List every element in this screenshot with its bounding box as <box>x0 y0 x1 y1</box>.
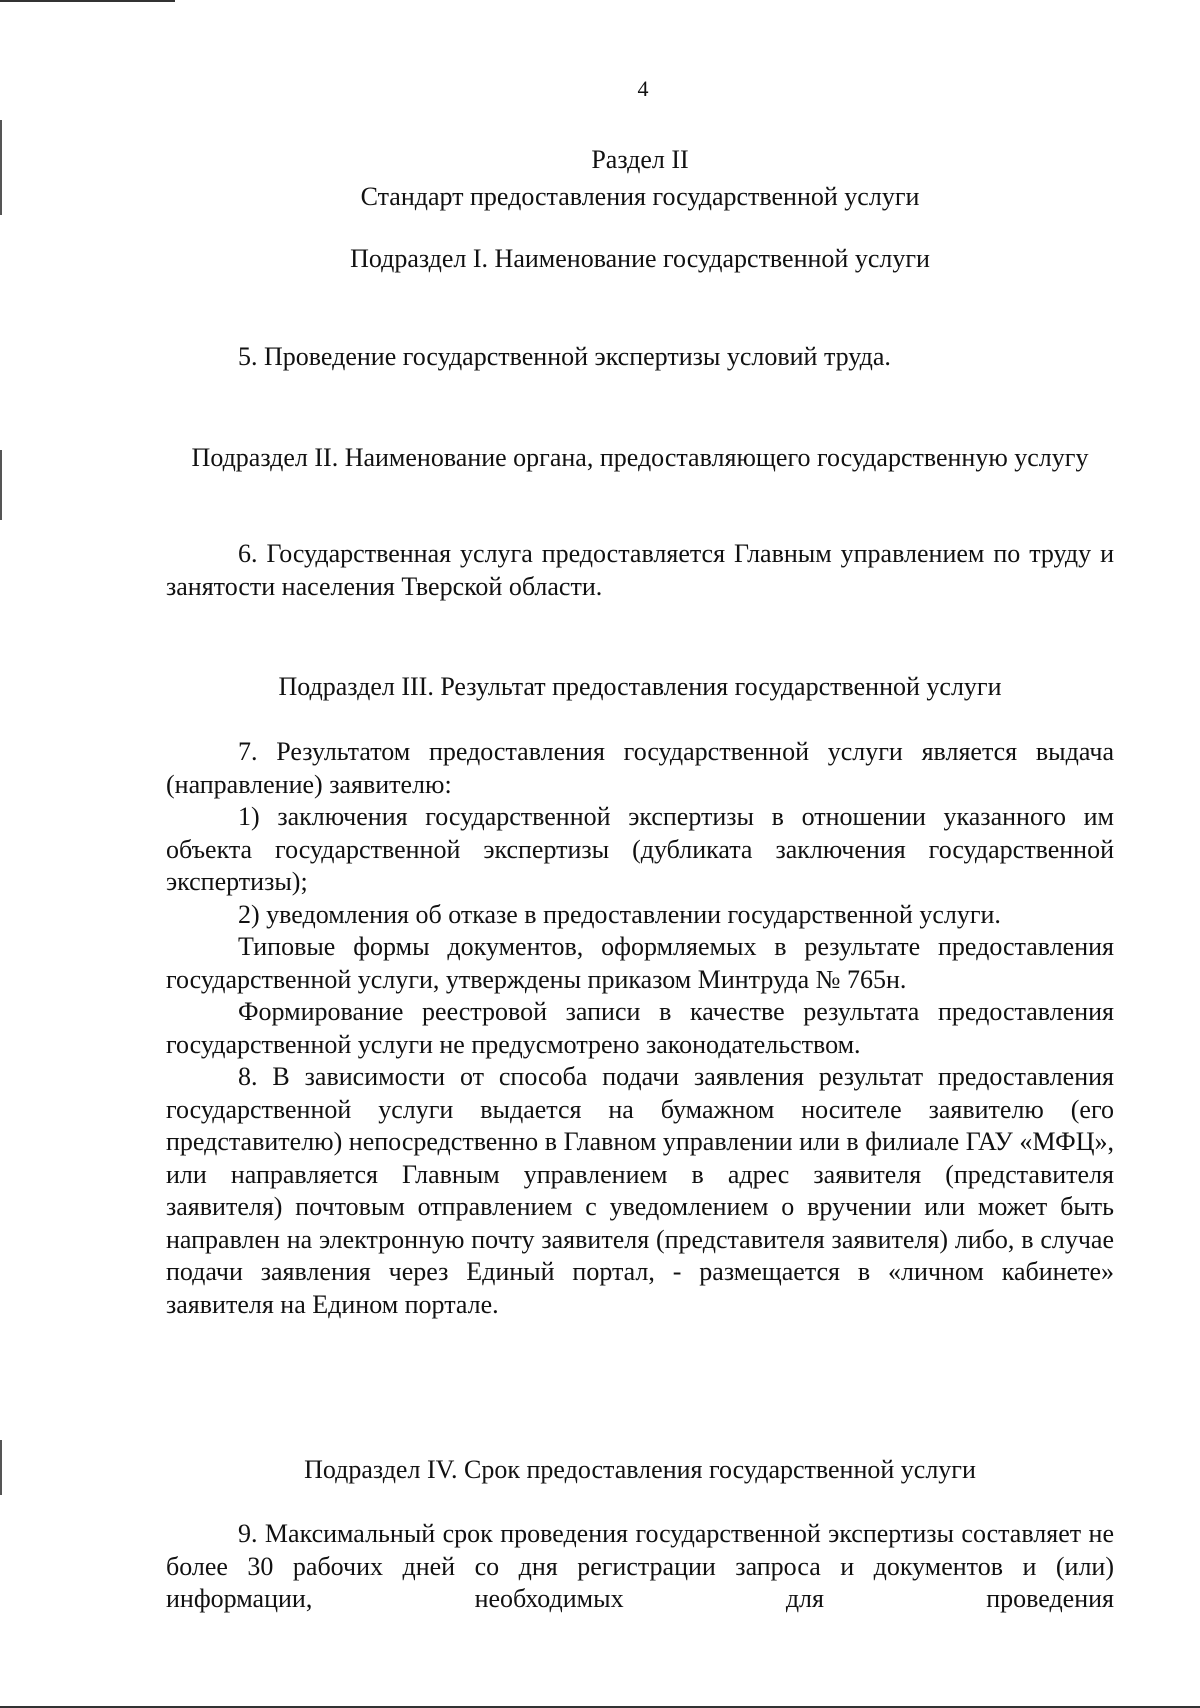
section-heading-block <box>166 144 1114 213</box>
page-number: 4 <box>637 76 649 101</box>
subsection-1-heading: Подраздел I. Наименование государственной услуги <box>350 244 930 273</box>
subsection-2-heading: Подраздел II. Наименование органа, предоставляющего государственную услугу <box>191 443 1089 472</box>
paragraph-7-item-2: 2) уведомления об отказе в предоставлении государственной услуги. <box>238 899 1001 929</box>
paragraph-5-block <box>166 341 1114 374</box>
subsection-4 <box>166 1454 1114 1487</box>
paragraph-6: 6. Государственная услуга предоставляется Главным управлением по труду и занятости населения Тверской области. <box>166 539 1114 601</box>
paragraph-6-block <box>166 538 1114 603</box>
paragraph-7: 7. Результатом предоставления государственной услуги является выдача (направление) заявителю: <box>166 737 1114 799</box>
section-title: Раздел II <box>591 145 689 174</box>
paragraph-9-block <box>166 1518 1114 1616</box>
subsection-3 <box>166 671 1114 704</box>
paragraph-7-forms: Типовые формы документов, оформляемых в результате предоставления государственной услуги, утверждены приказом Минтруда № 765н. <box>166 932 1114 994</box>
scan-artifact-top <box>0 0 175 2</box>
paragraph-7-registry: Формирование реестровой записи в качестве результата предоставления государственной услуги не предусмотрено законодательством. <box>166 997 1114 1059</box>
paragraph-9: 9. Максимальный срок проведения государственной экспертизы составляет не более 30 рабочих дней со дня регистрации запроса и документов и (или) информации, необходимых для проведения <box>166 1519 1114 1613</box>
paragraph-7-item-1: 1) заключения государственной экспертизы в отношении указанного им объекта государственной экспертизы (дубликата заключения государственной экспертизы); <box>166 802 1114 896</box>
subsection-3-heading: Подраздел III. Результат предоставления государственной услуги <box>278 672 1002 701</box>
subsection-2 <box>180 440 1100 475</box>
subsection-4-heading: Подраздел IV. Срок предоставления государственной услуги <box>304 1455 976 1484</box>
scan-artifact-left-3 <box>0 1440 2 1495</box>
scan-artifact-left-1 <box>0 120 2 215</box>
paragraph-8: 8. В зависимости от способа подачи заявления результат предоставления государственной услуги выдается на бумажном носителе заявителю (его представителю) непосредственно в Главном управлении или в филиале ГАУ «МФЦ», или направляется Главным управлением в адрес заявителя (представителя заявителя) почтовым отправлением с уведомлением о вручении или может быть направлен на электронную почту заявителя (представителя заявителя) либо, в случае подачи заявления через Единый портал, - размещается в «личном кабинете» заявителя на Едином портале. <box>166 1062 1114 1319</box>
paragraph-5: 5. Проведение государственной экспертизы условий труда. <box>238 342 891 371</box>
scan-artifact-left-2 <box>0 450 2 520</box>
subsection-3-body <box>166 736 1114 1321</box>
subsection-1 <box>166 243 1114 276</box>
section-subtitle: Стандарт предоставления государственной услуги <box>360 181 920 211</box>
